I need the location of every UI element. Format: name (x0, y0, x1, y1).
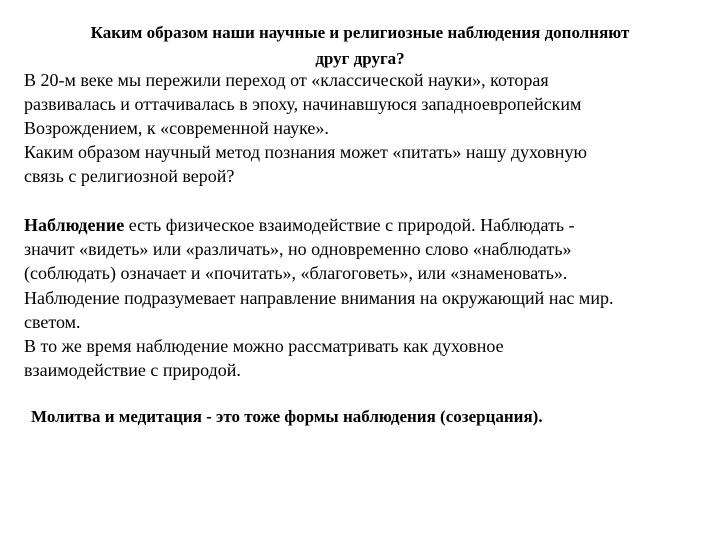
paragraph-spiritual-interaction: В то же время наблюдение можно рассматривать как духовное взаимодействие с природой. (24, 336, 504, 381)
observation-term: Наблюдение (24, 215, 125, 235)
slide-title: Каким образом наши научные и религиозные наблюдения дополняют друг друга? (90, 23, 630, 68)
observation-definition-text: есть физическое взаимодействие с природой. Наблюдать - значит «видеть» или «различать», но одновременно слово «наблюдать» (соблюдать) означает и «почитать», «благоговеть», или «знаменовать». Наблюдение подразумевает направление внимания на окружающий нас мир. светом. (24, 215, 614, 332)
paragraph-scientific-method-question: Каким образом научный метод познания может «питать» нашу духовную связь с религиозной верой? (24, 142, 587, 187)
paragraph-classical-science: В 20-м веке мы пережили переход от «классической науки», которая развивалась и оттачивалась в эпоху, начинавшуюся западноевропейским Возрождением, к «современной науке». (24, 70, 582, 139)
closing-statement: Молитва и медитация - это тоже формы наблюдения (созерцания). (31, 407, 543, 426)
paragraph-observation-definition (24, 213, 704, 334)
